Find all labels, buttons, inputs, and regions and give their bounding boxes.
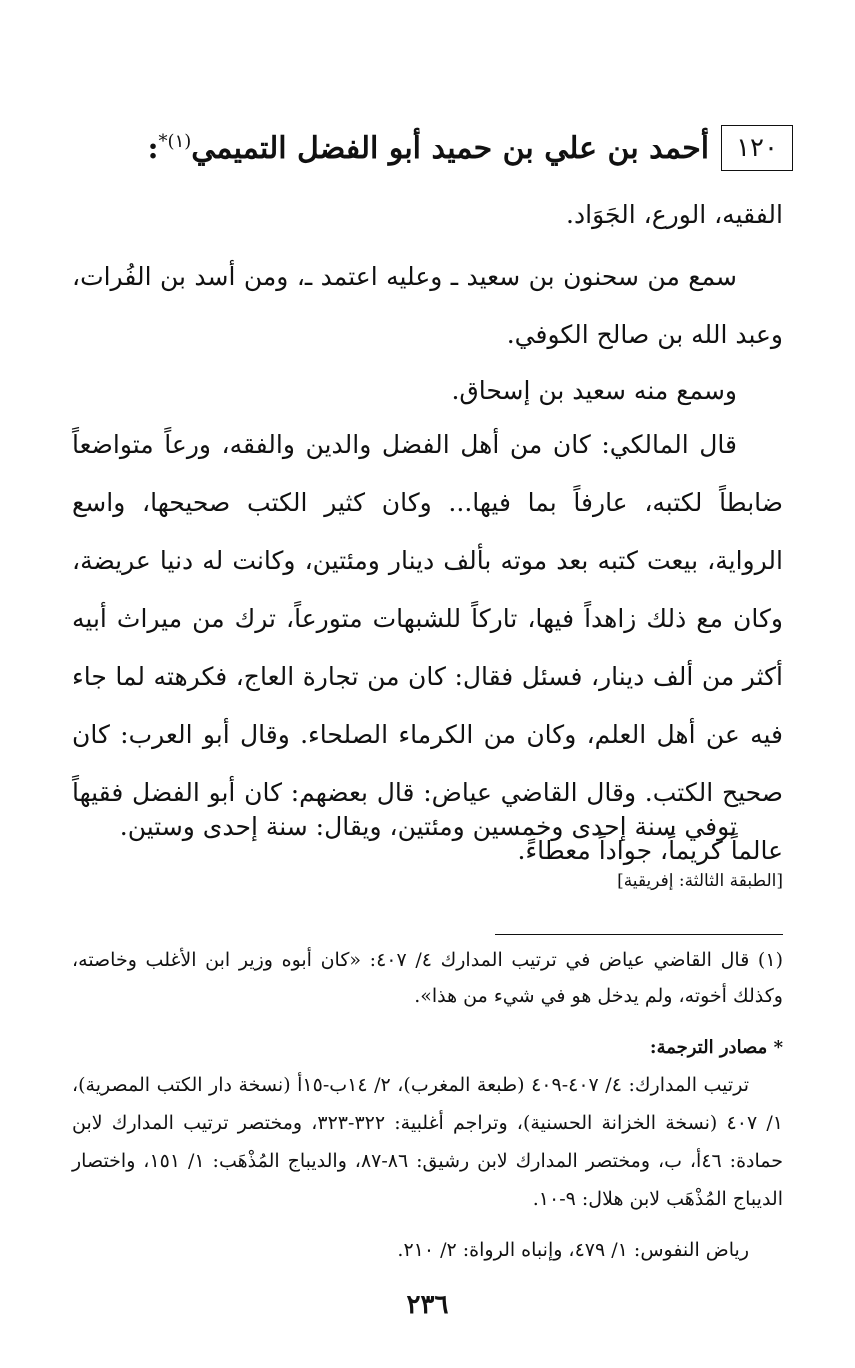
heard-from-paragraph: سمع من سحنون بن سعيد ـ وعليه اعتمد ـ، ومن أسد بن الفُرات، وعبد الله بن صالح الكوفي. xyxy=(72,262,783,349)
footnote-marker: (١)* xyxy=(158,130,192,152)
entry-number-box: ١٢٠ xyxy=(721,125,793,171)
epithets-paragraph: الفقيه، الورع، الجَوَاد. xyxy=(566,200,783,229)
sources-last-line: رياض النفوس: ١/ ٤٧٩، وإنباه الرواة: ٢/ ٢١٠. xyxy=(397,1239,749,1261)
maliki-quote-paragraph: قال المالكي: كان من أهل الفضل والدين والفقه، ورعاً متواضعاً ضابطاً لكتبه، عارفاً بما فيها... وكان كثير الكتب صحيحها، واسع الرواية، بيعت كتبه بعد موته بألف دينار ومئتين، وكانت له دنيا عريضة، وكان مع ذلك زاهداً فيها، تاركاً للشبهات متورعاً، ترك من ميراث أبيه أكثر من ألف دينار، فسئل فقال: كان من تجارة العاج، فكرهته لما جاء فيه عن أهل العلم، وكان من الكرماء الصلحاء. وقال أبو العرب: كان صحيح الكتب. وقال القاضي عياض: قال بعضهم: كان أبو الفضل فقيهاً عالماً كريماً، جواداً معطاءً. xyxy=(72,430,783,865)
page-number: ٢٣٦ xyxy=(406,1290,449,1320)
entry-title xyxy=(147,131,709,166)
death-paragraph: توفي سنة إحدى وخمسين ومئتين، ويقال: سنة إحدى وستين. xyxy=(119,812,737,841)
sources-body: ترتيب المدارك: ٤/ ٤٠٧-٤٠٩ (طبعة المغرب)، ٢/ ١٤ب-١٥أ (نسخة دار الكتب المصرية)، ١/ ٤٠٧ (نسخة الخزانة الحسنية)، وتراجم أغلبية: ٣٢٢-٣٢٣، ومختصر ترتيب المدارك لابن حمادة: ٤٦أ، ب، ومختصر المدارك لابن رشيق: ٨٦-٨٧، والديباج المُذْهَب: ١/ ١٥١، واختصار الديباج المُذْهَب لابن هلال: ٩-١٠. xyxy=(72,1074,783,1210)
sources-title: * مصادر الترجمة: xyxy=(649,1037,783,1058)
heard-by-paragraph: وسمع منه سعيد بن إسحاق. xyxy=(451,376,737,405)
footnote-divider xyxy=(495,934,783,935)
heading-colon: : xyxy=(147,130,159,166)
footnote-1: (١) قال القاضي عياض في ترتيب المدارك ٤/ ٤٠٧: «كان أبوه وزير ابن الأغلب وخاصته، وكذلك أخوته، ولم يدخل هو في شيء من هذا». xyxy=(72,949,783,1007)
entry-heading xyxy=(60,118,793,178)
classification-tag: [الطبقة الثالثة: إفريقية] xyxy=(617,871,783,891)
entry-name: أحمد بن علي بن حميد أبو الفضل التميمي xyxy=(191,130,710,166)
